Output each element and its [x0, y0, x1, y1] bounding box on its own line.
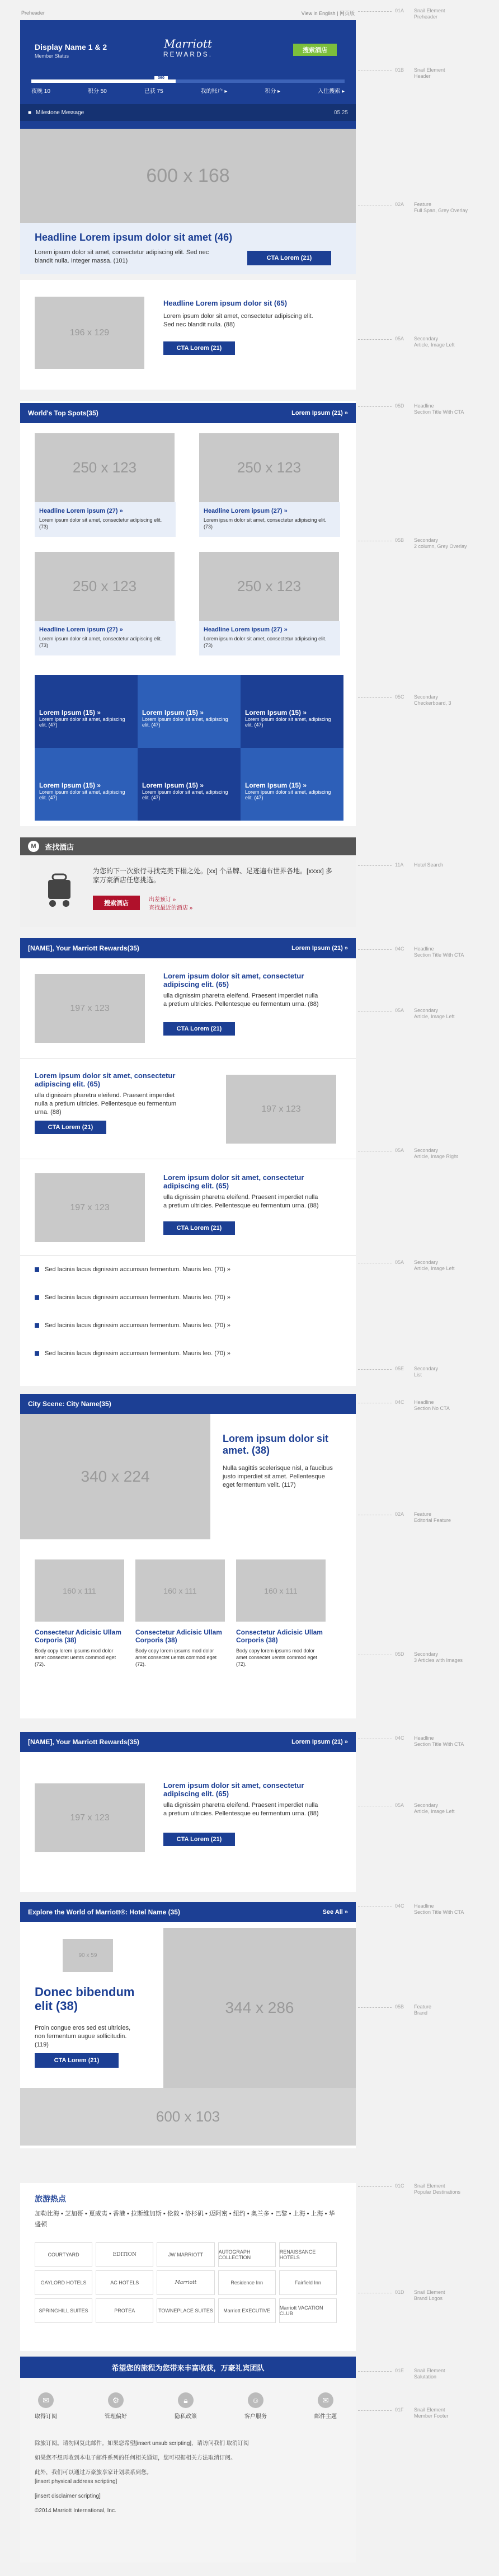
- brand-image-placeholder[interactable]: 344 x 286: [163, 1928, 356, 2088]
- annotation-label: [395, 694, 496, 707]
- spot-body: Lorem ipsum dolor sit amet, consectetur adipiscing elit. (73): [39, 517, 162, 530]
- annotation-guide: [358, 2410, 392, 2411]
- brand-logo[interactable]: Marriott EXECUTIVE: [218, 2298, 276, 2323]
- city-card-body: Body copy lorem ipsums mod dolor amet consectet uemts commod eget (72).: [236, 1648, 318, 1668]
- preheader-text: Preheader: [21, 10, 45, 16]
- footer-line: [insert physical address scripting]: [35, 2479, 117, 2485]
- brand-logo[interactable]: AC HOTELS: [96, 2270, 153, 2295]
- list-item-text: Sed lacinia lacus dignissim accumsan fermentum. Mauris leo. (70) »: [45, 1266, 230, 1273]
- checker-title: Lorem Ipsum (15) »: [142, 781, 204, 789]
- city-headline[interactable]: Lorem ipsum dolor sit amet. (38): [223, 1433, 329, 1456]
- annotation-code: 04C: [395, 1903, 404, 1909]
- footer-legal: [35, 2439, 337, 2516]
- section-title: [NAME], Your Marriott Rewards(35): [28, 944, 139, 952]
- checker-body: Lorem ipsum dolor sit amet, adipiscing elit. (47): [39, 789, 125, 800]
- luggage-cart-icon: [43, 872, 76, 909]
- bullet-list: [35, 1266, 337, 1357]
- member-status: Member Status: [35, 53, 69, 59]
- checker-body: Lorem ipsum dolor sit amet, adipiscing elit. (47): [142, 789, 228, 800]
- checker-body: Lorem ipsum dolor sit amet, adipiscing elit. (47): [39, 716, 125, 728]
- annotation-label: [395, 1399, 496, 1412]
- annotation-label: [395, 862, 496, 868]
- destinations-and-brands: [20, 2183, 356, 2351]
- annotation-text: Secondary Article, Image Left: [414, 1008, 455, 1020]
- hero-headline[interactable]: Headline Lorem ipsum dolor sit amet (46): [35, 232, 233, 243]
- section-link[interactable]: Lorem Ipsum (21) »: [291, 1739, 348, 1745]
- stay-search-link[interactable]: 入住搜索 ▸: [318, 88, 345, 95]
- hero-body: Lorem ipsum dolor sit amet, consectetur adipiscing elit. Sed nec blandit nulla. Integer massa. (101): [35, 249, 209, 264]
- annotation-guide: [358, 11, 392, 12]
- preheader: [20, 8, 356, 18]
- annotation-label: [395, 403, 496, 416]
- spot-image-placeholder[interactable]: 250 x 123: [35, 552, 175, 621]
- city-card-headline[interactable]: Consectetur Adicisic Ullam Corporis (38): [35, 1628, 121, 1644]
- hotel-search-body: 为您的下一次旅行寻找完美下榻之处。[xx] 个品牌、足迹遍布世界各地。[xxxx] 多家万豪酒店任您挑选。: [93, 867, 333, 884]
- checker-title: Lorem Ipsum (15) »: [39, 709, 101, 716]
- annotation-label: [395, 1651, 496, 1664]
- list-item-text: Sed lacinia lacus dignissim accumsan fermentum. Mauris leo. (70) »: [45, 1322, 230, 1329]
- annotation-text: Snail Element Member Footer: [414, 2407, 449, 2419]
- annotation-code: 04C: [395, 1735, 404, 1741]
- list-item[interactable]: [35, 1294, 337, 1301]
- checker-body: Lorem ipsum dolor sit amet, adipiscing elit. (47): [142, 716, 228, 728]
- business-booking-link[interactable]: 出差预订 »: [149, 897, 176, 903]
- annotation-label: [395, 67, 496, 80]
- annotation-guide: [358, 2371, 392, 2372]
- checker-title: Lorem Ipsum (15) »: [245, 781, 307, 789]
- copyright: ©2014 Marriott International, Inc.: [35, 2508, 116, 2514]
- annotation-label: [395, 2368, 496, 2381]
- annotation-label: [395, 1903, 496, 1916]
- annotation-label: [395, 2407, 496, 2420]
- annotation-label: [395, 202, 496, 214]
- envelope-icon: ✉: [318, 2392, 333, 2408]
- footer-line: 如果您不想再收到本电子邮件系列的任何相关通知，您可根据相关方法取消订阅。: [35, 2455, 236, 2461]
- marriott-m-icon: M: [28, 841, 39, 852]
- annotation-label: [395, 1148, 496, 1160]
- list-item[interactable]: [35, 1350, 337, 1357]
- nearest-hotel-link[interactable]: 查找最近的酒店 »: [149, 905, 193, 911]
- annotation-text: Secondary 2 column, Grey Overlay: [414, 537, 467, 550]
- annotation-code: 04C: [395, 946, 404, 952]
- city-card-image[interactable]: 160 x 111: [236, 1559, 326, 1622]
- article-cta-button[interactable]: CTA Lorem (21): [163, 1022, 235, 1036]
- brand-feature-section: [20, 1902, 356, 2148]
- annotation-text: Secondary List: [414, 1366, 439, 1378]
- annotation-label: [395, 946, 496, 959]
- annotation-guide: [358, 697, 392, 698]
- points-link[interactable]: 积分 ▸: [265, 88, 281, 95]
- annotation-label: [395, 8, 496, 21]
- annotation-code: 05A: [395, 336, 404, 341]
- lock-icon: 🔒︎: [178, 2392, 194, 2408]
- stat-points: 积分 50: [87, 88, 107, 95]
- city-card: [135, 1559, 225, 1668]
- checker-cell[interactable]: [241, 748, 343, 821]
- article-cta-button[interactable]: CTA Lorem (21): [163, 341, 235, 355]
- logo-rewards: REWARDS.: [163, 50, 213, 58]
- annotation-guide: [358, 2186, 392, 2187]
- checker-body: Lorem ipsum dolor sit amet, adipiscing elit. (47): [245, 789, 331, 800]
- member-footer: [20, 2378, 356, 2563]
- footer-icon-label: 管理偏好: [105, 2414, 127, 2420]
- annotation-text: Secondary 3 Articles with Images: [414, 1651, 463, 1664]
- annotation-text: Headline Section No CTA: [414, 1399, 450, 1412]
- annotation-label: [395, 537, 496, 550]
- spot-headline[interactable]: Headline Lorem ipsum (27) »: [204, 508, 288, 514]
- article-headline[interactable]: Lorem ipsum dolor sit amet, consectetur adipiscing elit. (65): [163, 972, 304, 989]
- annotation-text: Snail Element Preheader: [414, 8, 445, 20]
- annotation-code: 05A: [395, 1148, 404, 1153]
- article-body: ulla dignissim pharetra eleifend. Praesent imperdiet nulla a pretium ultricies. Pellentesque eu fermentum urna. (88): [163, 992, 319, 1008]
- my-account-link[interactable]: 我的账户 ▸: [200, 88, 228, 95]
- checker-cell[interactable]: [138, 748, 241, 821]
- annotation-text: Secondary Article, Image Left: [414, 1802, 455, 1815]
- section-title-bar: [20, 1732, 356, 1752]
- article-cta-button[interactable]: CTA Lorem (21): [35, 1121, 106, 1134]
- article-image-placeholder[interactable]: 196 x 129: [35, 297, 144, 369]
- annotation-code: 01D: [395, 2289, 404, 2295]
- brand-logo[interactable]: PROTEA: [96, 2298, 153, 2323]
- footer-line: 此外，我们可以通过万豪旅享家计划联系到您。: [35, 2470, 152, 2476]
- hotel-search-module: [20, 837, 356, 927]
- spot-card: [35, 433, 176, 537]
- rewards-section-2: [20, 1732, 356, 1892]
- annotation-text: Secondary Article, Image Left: [414, 336, 455, 348]
- checker-body: Lorem ipsum dolor sit amet, adipiscing elit. (47): [245, 716, 331, 728]
- annotation-code: 05A: [395, 1802, 404, 1808]
- footer-icon-label: 客户服务: [244, 2414, 267, 2420]
- hotel-search-links: [149, 896, 192, 912]
- hotel-search-title: 查找酒店: [45, 842, 74, 851]
- brand-logo[interactable]: EDITION: [96, 2242, 153, 2267]
- milestone-icon: ■: [28, 109, 32, 116]
- annotation-code: 05D: [395, 1651, 404, 1657]
- annotation-code: 01C: [395, 2183, 404, 2189]
- annotation-text: Secondary Checkerboard, 3: [414, 694, 451, 706]
- city-card: [35, 1559, 124, 1668]
- annotation-text: Headline Section Title With CTA: [414, 1903, 464, 1915]
- city-card-body: Body copy lorem ipsums mod dolor amet consectet uemts commod eget (72).: [35, 1648, 116, 1668]
- hero-image-placeholder[interactable]: 600 x 168: [20, 129, 356, 223]
- annotation-code: 05B: [395, 2004, 404, 2010]
- article-body: Lorem ipsum dolor sit amet, consectetur adipiscing elit. Sed nec blandit nulla. (88): [163, 313, 313, 328]
- email-topics-link[interactable]: [314, 2392, 337, 2420]
- preferences-link[interactable]: [105, 2392, 127, 2420]
- article-body: ulla dignissim pharetra eleifend. Praesent imperdiet nulla a pretium ultricies. Pellentesque eu fermentum urna. (88): [35, 1092, 177, 1116]
- spot-headline[interactable]: Headline Lorem ipsum (27) »: [204, 626, 288, 633]
- annotation-code: 05A: [395, 1259, 404, 1265]
- progress-fill: [31, 79, 176, 83]
- see-all-link[interactable]: See All »: [322, 1909, 348, 1915]
- spot-card: [199, 552, 340, 655]
- annotation-guide: [358, 339, 392, 340]
- annotation-text: Feature Full Span, Grey Overlay: [414, 202, 468, 214]
- list-item[interactable]: [35, 1322, 337, 1329]
- brand-logo[interactable]: GAYLORD HOTELS: [35, 2270, 92, 2295]
- salutation-bar: 希望您的旅程为您带来丰富收获，万豪礼宾团队: [20, 2357, 356, 2378]
- annotation-guide: [358, 1369, 392, 1370]
- annotation-text: Secondary Article, Image Right: [414, 1148, 458, 1160]
- article-image-left: [20, 280, 356, 390]
- annotation-code: 02A: [395, 202, 404, 207]
- city-card-headline[interactable]: Consectetur Adicisic Ullam Corporis (38): [135, 1628, 222, 1644]
- article-body: ulla dignissim pharetra eleifend. Praesent imperdiet nulla a pretium ultricies. Pellentesque eu fermentum urna. (88): [163, 1194, 319, 1209]
- section-title: City Scene: City Name(35): [28, 1400, 111, 1408]
- article-headline[interactable]: Headline Lorem ipsum dolor sit (65): [163, 299, 288, 307]
- annotation-text: Feature Brand: [414, 2004, 432, 2016]
- brand-logo-placeholder: 90 x 59: [63, 1939, 113, 1972]
- section-title-bar: [20, 403, 356, 423]
- checker-title: Lorem Ipsum (15) »: [245, 709, 307, 716]
- annotation-text: Snail Element Brand Logos: [414, 2289, 445, 2302]
- annotation-guide: [358, 406, 392, 407]
- brand-logo-grid: [35, 2242, 337, 2323]
- annotation-code: 05C: [395, 694, 404, 700]
- marriott-rewards-logo[interactable]: [149, 37, 227, 58]
- checker-title: Lorem Ipsum (15) »: [39, 781, 101, 789]
- spot-card: [35, 552, 176, 655]
- spot-image-placeholder[interactable]: 250 x 123: [199, 552, 339, 621]
- checkerboard: [35, 675, 343, 821]
- city-image-placeholder[interactable]: 340 x 224: [20, 1414, 210, 1539]
- destinations-title: 旅游热点: [35, 2194, 66, 2203]
- privacy-link[interactable]: [175, 2392, 197, 2420]
- annotation-text: Hotel Search: [414, 862, 444, 868]
- brand-headline[interactable]: Donec bibendum elit (38): [35, 1985, 135, 2013]
- annotation-text: Secondary Article, Image Left: [414, 1259, 455, 1272]
- annotation-label: [395, 1735, 496, 1748]
- mail-icon: ✉: [38, 2392, 54, 2408]
- section-title: World's Top Spots(35): [28, 409, 98, 417]
- top-spots-section: [20, 401, 356, 826]
- annotation-label: [395, 1511, 496, 1524]
- stat-nights: 夜晚 10: [31, 88, 50, 95]
- section-link[interactable]: Lorem Ipsum (21) »: [291, 410, 348, 416]
- annotation-code: 04C: [395, 1399, 404, 1405]
- annotation-text: Snail Element Header: [414, 67, 445, 79]
- annotation-code: 01E: [395, 2368, 404, 2373]
- brand-logo[interactable]: RENAISSANCE HOTELS: [279, 2242, 337, 2267]
- annotation-code: 01F: [395, 2407, 404, 2413]
- annotation-label: [395, 1366, 496, 1379]
- annotation-label: [395, 1008, 496, 1020]
- article-body: ulla dignissim pharetra eleifend. Praesent imperdiet nulla a pretium ultricies. Pellentesque eu fermentum urna. (88): [163, 1802, 319, 1817]
- article-image-placeholder[interactable]: 197 x 123: [35, 1173, 145, 1242]
- milestone-bar: [20, 104, 356, 121]
- destinations-list[interactable]: 加勒比海 • 芝加哥 • 夏威夷 • 香港 • 拉斯维加斯 • 伦敦 • 洛杉矶 • 迈阿密 • 纽约 • 奥兰多 • 巴黎 • 上海 • 上海 • 华盛顿: [35, 2210, 335, 2228]
- brand-logo[interactable]: AUTOGRAPH COLLECTION: [218, 2242, 276, 2267]
- person-icon: ☺: [248, 2392, 263, 2408]
- annotation-code: 01B: [395, 67, 404, 73]
- brand-logo[interactable]: Marriott VACATION CLUB: [279, 2298, 337, 2323]
- section-link[interactable]: Lorem Ipsum (21) »: [291, 945, 348, 952]
- annotation-guide: [358, 2007, 392, 2008]
- hotel-search-bar: [20, 837, 356, 855]
- brand-logo[interactable]: COURTYARD: [35, 2242, 92, 2267]
- hero-feature: [20, 129, 356, 274]
- view-in-browser-link[interactable]: View in English | 网页版: [301, 10, 355, 16]
- annotation-guide: [358, 865, 392, 866]
- logo-wordmark: Marriott: [163, 37, 213, 50]
- display-name: Display Name 1 & 2: [35, 43, 107, 51]
- article-image-placeholder[interactable]: 197 x 123: [35, 974, 145, 1043]
- milestone-date: 05.25: [333, 109, 348, 116]
- footer-line: [insert disclaimer scripting]: [35, 2493, 101, 2499]
- article-cta-button[interactable]: CTA Lorem (21): [163, 1221, 235, 1235]
- annotation-label: [395, 336, 496, 349]
- search-hotels-button[interactable]: 搜索酒店: [93, 896, 140, 910]
- checker-cell[interactable]: [138, 675, 241, 748]
- article-headline[interactable]: Lorem ipsum dolor sit amet, consectetur adipiscing elit. (65): [163, 1781, 304, 1798]
- rewards-section: [20, 938, 356, 1386]
- bullet-icon: [35, 1323, 39, 1328]
- section-title-bar: [20, 1394, 356, 1414]
- footer-icon-label: 取得订阅: [35, 2414, 57, 2420]
- spot-headline[interactable]: Headline Lorem ipsum (27) »: [39, 508, 123, 514]
- header: [20, 20, 356, 129]
- footer-line: 除旅订阅。请勿回复此邮件。如果您希望[insert unsub scripting]，请访问我们 取消订阅: [35, 2441, 249, 2447]
- annotation-text: Feature Editorial Feature: [414, 1511, 451, 1524]
- stat-earned: 已获 75: [144, 88, 163, 95]
- checker-title: Lorem Ipsum (15) »: [142, 709, 204, 716]
- spot-card: [199, 433, 340, 537]
- bullet-icon: [35, 1295, 39, 1300]
- brand-logo[interactable]: Fairfield Inn: [279, 2270, 337, 2295]
- gear-icon: ⚙: [108, 2392, 124, 2408]
- annotation-code: 02A: [395, 1511, 404, 1517]
- brand-logo[interactable]: SPRINGHILL SUITES: [35, 2298, 92, 2323]
- section-title-bar: [20, 938, 356, 958]
- annotation-code: 11A: [395, 862, 404, 868]
- spot-headline[interactable]: Headline Lorem ipsum (27) »: [39, 626, 123, 633]
- subscribe-link[interactable]: [35, 2392, 57, 2420]
- progress-bar: [31, 79, 345, 83]
- list-item-text: Sed lacinia lacus dignissim accumsan fermentum. Mauris leo. (70) »: [45, 1294, 230, 1301]
- city-card-image[interactable]: 160 x 111: [135, 1559, 225, 1622]
- section-title: Explore the World of Marriott®: Hotel Name (35): [28, 1908, 180, 1916]
- brand-logo[interactable]: Residence Inn: [218, 2270, 276, 2295]
- banner-placeholder[interactable]: 600 x 103: [20, 2088, 356, 2146]
- annotation-code: 05B: [395, 537, 404, 543]
- footer-icon-label: 邮件主题: [314, 2414, 337, 2420]
- search-hotel-button[interactable]: 搜索酒店: [293, 44, 337, 56]
- city-body: Nulla sagittis scelerisque nisl, a faucibus justo imperdiet sit amet. Pellentesque eget fermentum velit. (117): [223, 1465, 333, 1488]
- customer-service-link[interactable]: [244, 2392, 267, 2420]
- brand-body: Proin congue eros sed est ultricies, non fermentum augue sollicitudin. (119): [35, 2025, 131, 2048]
- article-image-placeholder[interactable]: 197 x 123: [226, 1075, 336, 1144]
- article-headline[interactable]: Lorem ipsum dolor sit amet, consectetur adipiscing elit. (65): [35, 1071, 176, 1088]
- milestone-message: Milestone Message: [36, 109, 84, 116]
- brand-logo[interactable]: JW MARRIOTT: [157, 2242, 214, 2267]
- city-card: [236, 1559, 326, 1668]
- annotation-code: 05E: [395, 1366, 404, 1371]
- annotation-guide: [358, 949, 392, 950]
- checker-cell[interactable]: [35, 748, 138, 821]
- bullet-icon: [35, 1267, 39, 1272]
- stats-row: [31, 86, 345, 95]
- spot-body: Lorem ipsum dolor sit amet, consectetur adipiscing elit. (73): [39, 636, 162, 649]
- annotation-label: [395, 1259, 496, 1272]
- annotation-text: Headline Section Title With CTA: [414, 1735, 464, 1748]
- spot-image-placeholder[interactable]: 250 x 123: [35, 433, 175, 502]
- annotation-code: 05A: [395, 1008, 404, 1013]
- city-scene-section: [20, 1394, 356, 1718]
- list-item-text: Sed lacinia lacus dignissim accumsan fermentum. Mauris leo. (70) »: [45, 1350, 230, 1357]
- list-item[interactable]: [35, 1266, 337, 1273]
- checker-cell[interactable]: [241, 675, 343, 748]
- spot-body: Lorem ipsum dolor sit amet, consectetur adipiscing elit. (73): [204, 517, 327, 530]
- annotation-text: Headline Section Title With CTA: [414, 403, 464, 415]
- annotation-label: [395, 2004, 496, 2017]
- brand-logo[interactable]: Marriott: [157, 2270, 214, 2295]
- article-cta-button[interactable]: CTA Lorem (21): [163, 1833, 235, 1846]
- progress-marker: 360: [154, 76, 168, 82]
- bullet-icon: [35, 1351, 39, 1356]
- brand-logo[interactable]: TOWNEPLACE SUITES: [157, 2298, 214, 2323]
- section-title-bar: [20, 1902, 356, 1922]
- checker-cell[interactable]: [35, 675, 138, 748]
- article-headline[interactable]: Lorem ipsum dolor sit amet, consectetur adipiscing elit. (65): [163, 1173, 304, 1190]
- city-card-image[interactable]: 160 x 111: [35, 1559, 124, 1622]
- annotation-code: 05D: [395, 403, 404, 409]
- annotation-label: [395, 1802, 496, 1815]
- annotation-code: 01A: [395, 8, 404, 13]
- spot-image-placeholder[interactable]: 250 x 123: [199, 433, 339, 502]
- city-card-headline[interactable]: Consectetur Adicisic Ullam Corporis (38): [236, 1628, 323, 1644]
- annotation-text: Snail Element Popular Destinations: [414, 2183, 461, 2195]
- section-title: [NAME], Your Marriott Rewards(35): [28, 1738, 139, 1746]
- brand-cta-button[interactable]: CTA Lorem (21): [35, 2053, 119, 2068]
- annotation-label: [395, 2183, 496, 2196]
- spot-body: Lorem ipsum dolor sit amet, consectetur adipiscing elit. (73): [204, 636, 327, 649]
- footer-icon-label: 隐私政策: [175, 2414, 197, 2420]
- footer-icons: [35, 2392, 337, 2420]
- annotation-text: Headline Section Title With CTA: [414, 946, 464, 958]
- article-image-placeholder[interactable]: 197 x 123: [35, 1783, 145, 1852]
- city-card-body: Body copy lorem ipsums mod dolor amet consectet uemts commod eget (72).: [135, 1648, 217, 1668]
- annotation-label: [395, 2289, 496, 2302]
- hero-cta-button[interactable]: CTA Lorem (21): [247, 251, 331, 265]
- annotation-text: Snail Element Salutation: [414, 2368, 445, 2380]
